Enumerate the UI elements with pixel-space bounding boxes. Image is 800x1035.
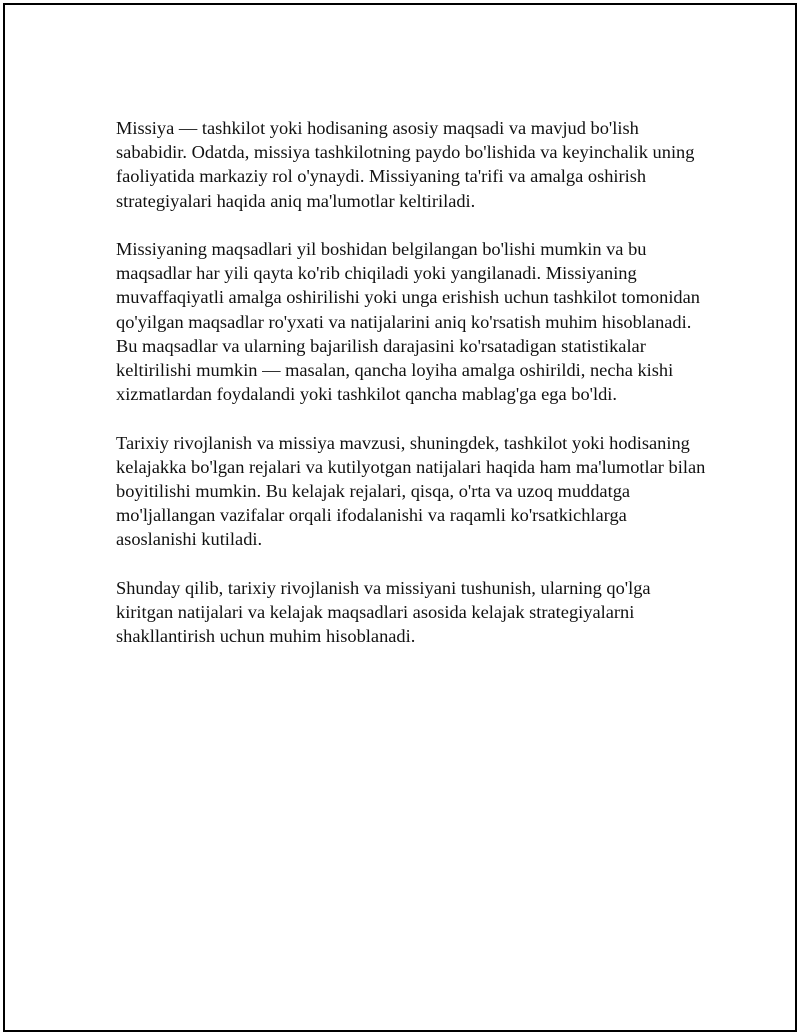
paragraph-3: Tarixiy rivojlanish va missiya mavzusi, shuningdek, tashkilot yoki hodisaning kelajakka bo'lgan rejalari va kutilyotgan natijalari haqida ham ma'lumotlar bilan boyitilishi mumkin. Bu kelajak rejalari, qisqa, o'rta va uzoq muddatga mo'ljallangan vazifalar orqali ifodalanishi va raqamli ko'rsatkichlarga asoslanishi kutiladi. xyxy=(116,432,706,550)
paragraph-4: Shunday qilib, tarixiy rivojlanish va missiyani tushunish, ularning qo'lga kiritgan natijalari va kelajak maqsadlari asosida kelajak strategiyalarni shakllantirish uchun muhim hisoblanadi. xyxy=(116,577,651,647)
paragraph-2: Missiyaning maqsadlari yil boshidan belgilangan bo'lishi mumkin va bu maqsadlar har yili qayta ko'rib chiqiladi yoki yangilanadi. Missiyaning muvaffaqiyatli amalga oshirilishi yoki unga erishish uchun tashkilot tomonidan qo'yilgan maqsadlar ro'yxati va natijalarini aniq ko'rsatish muhim hisoblanadi. Bu maqsadlar va ularning bajarilish darajasini ko'rsatadigan statistikalar keltirilishi mumkin — masalan, qancha loyiha amalga oshirildi, necha kishi xizmatlardan foydalandi yoki tashkilot qancha mablag'ga ega bo'ldi. xyxy=(116,239,700,405)
document-body xyxy=(116,116,706,673)
paragraph-1: Missiya — tashkilot yoki hodisaning asosiy maqsadi va mavjud bo'lish sababidir. Odatda, missiya tashkilotning paydo bo'lishida va keyinchalik uning faoliyatida markaziy rol o'ynaydi. Missiyaning ta'rifi va amalga oshirish strategiyalari haqida aniq ma'lumotlar keltiriladi. xyxy=(116,118,695,211)
